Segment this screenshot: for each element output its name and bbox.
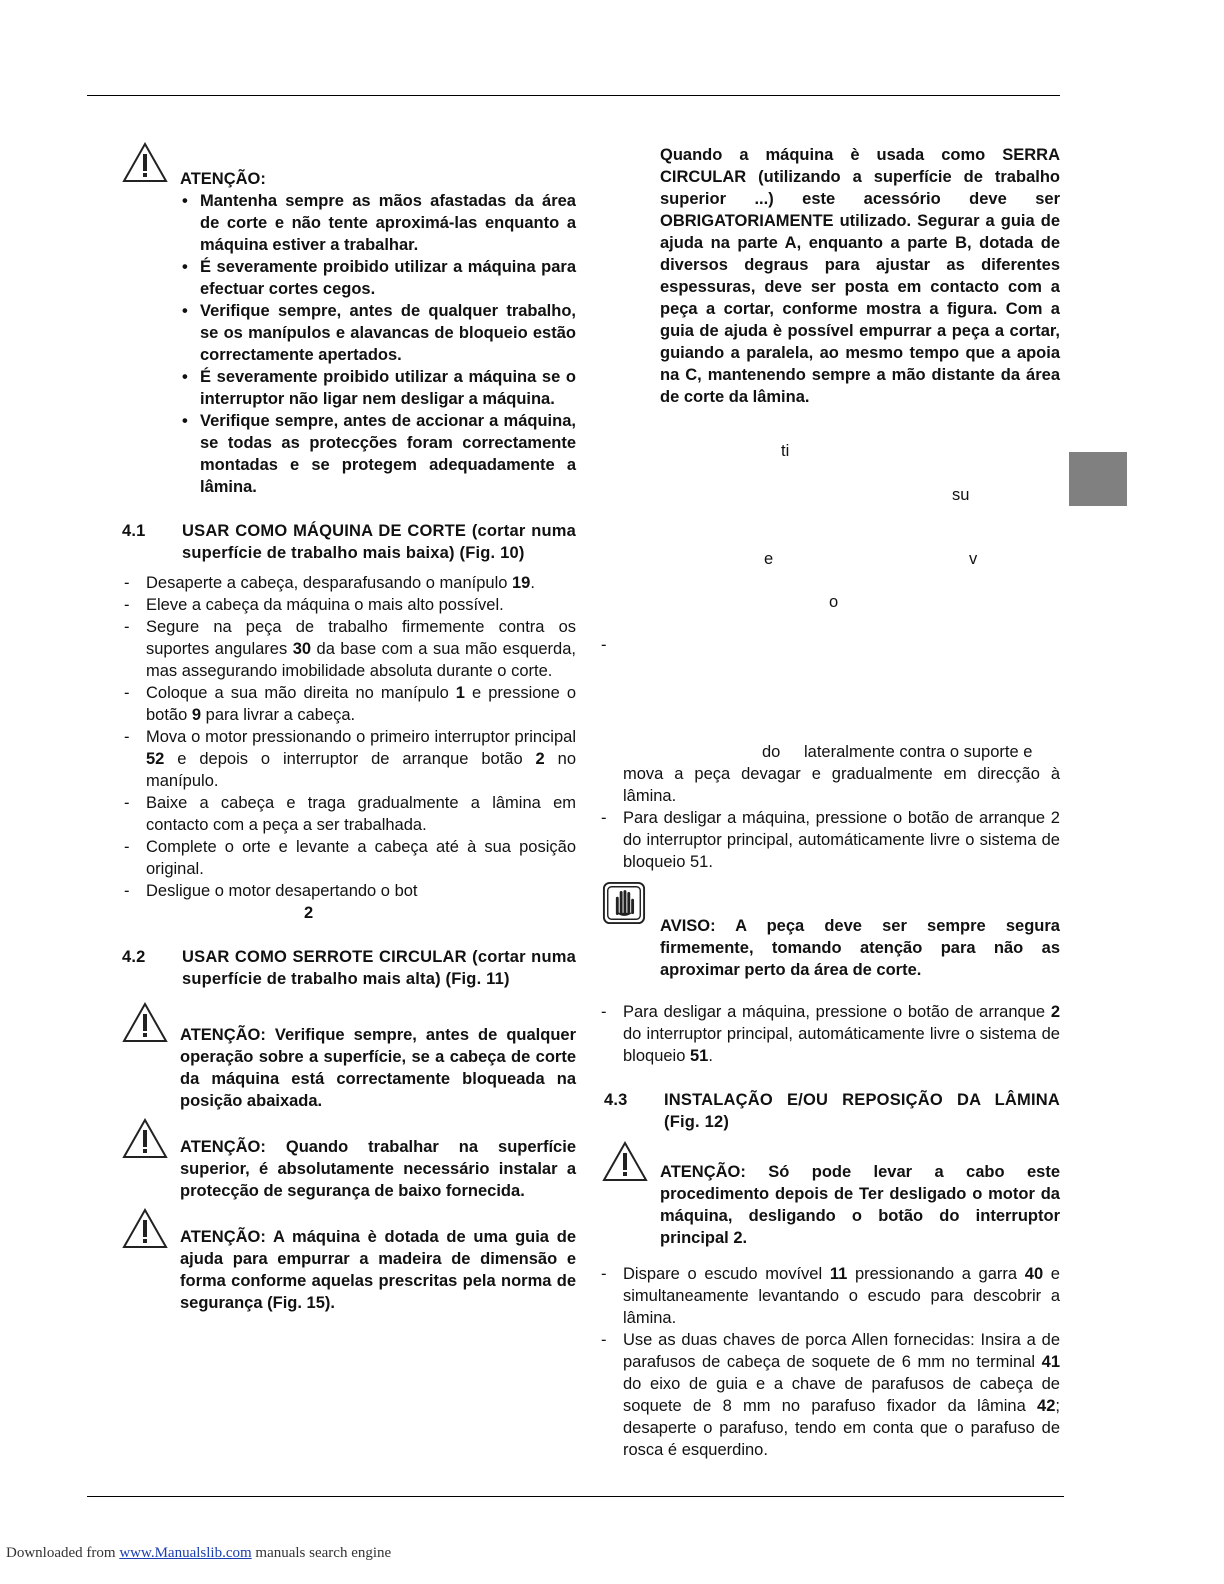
steps-4-1 <box>122 572 576 902</box>
warning-triangle-icon <box>122 1002 168 1044</box>
off-steps-1 <box>623 807 1060 873</box>
text-fragment: do <box>762 743 781 761</box>
guide-intro-text: Quando a máquina è usada como SERRA CIRCULAR (utilizando a superfície de trabalho superior ...) este acessório deve ser OBRIGATORIAMENTE utilizado. Segurar a guia de ajuda na parte A, enquanto a parte B, dotada de diversos degraus para ajustar as diferentes espessuras, deve ser posta em contacto com a peça a cortar, conforme mostra a figura. Com a guia de ajuda è possível empurrar a peça a cortar, guiando a paralela, ao mesmo tempo que a apoia na C, mantenendo sempre a mão distante da área de corte da lâmina. <box>660 146 1060 406</box>
section-4-2-heading <box>122 946 576 990</box>
text-fragment: ti <box>781 442 790 460</box>
text-fragment: o <box>829 593 839 611</box>
warning-triangle-icon <box>122 142 168 184</box>
lateral-rest-text: mova a peça devagar e gradualmente em direcção à lâmina. <box>623 765 1060 805</box>
bullet-item: • É severamente proibido utilizar a máquina para efectuar cortes cegos. <box>200 256 576 300</box>
warning-triangle-icon <box>602 1141 648 1183</box>
warning-5-text: ATENÇÃO: Só pode levar a cabo este procedimento depois de Ter desligado o motor da máquina, desligando o botão do interruptor principal 2. <box>660 1163 1060 1247</box>
text-fragment: - <box>601 636 607 654</box>
step-item: - Use as duas chaves de porca Allen fornecidas: Insira a de parafusos de cabeça de soquete de 6 mm no terminal 41 do eixo de guia e a chave de parafusos de cabeça de soquete de 8 mm no parafuso fixador da lâmina 42; desaperte o parafuso, tendo em conta que o parafuso de rosca é esquerdino. <box>623 1329 1060 1461</box>
step-item: - Segure na peça de trabalho firmemente contra os suportes angulares 30 da base com a sua mão esquerda, mas assegurando imobilidade absoluta durante o corte. <box>146 616 576 682</box>
right-column-lower <box>604 763 1060 1461</box>
warning-4-text: ATENÇÃO: A máquina è dotada de uma guia de ajuda para empurrar a madeira de dimensão e forma conforme aquelas prescritas pela norma de segurança (Fig. 15). <box>180 1228 576 1312</box>
right-intro <box>660 144 1060 408</box>
chapter-tab <box>1069 452 1127 506</box>
footer-prefix: Downloaded from <box>6 1545 120 1561</box>
aviso-text: AVISO: A peça deve ser sempre segura firmemente, tomando atenção para não as aproximar perto da área de corte. <box>660 917 1060 979</box>
footer-suffix: manuals search engine <box>251 1545 392 1561</box>
manualslib-link[interactable]: www.Manualslib.com <box>119 1545 252 1561</box>
left-column <box>122 146 576 1328</box>
step-item: - Para desligar a máquina, pressione o botão de arranque 2 do interruptor principal, automáticamente livre o sistema de bloqueio 51. <box>623 1001 1060 1067</box>
step-item: - Desligue o motor desapertando o bot <box>146 880 576 902</box>
section-title: USAR COMO SERROTE CIRCULAR (cortar numa superfície de trabalho mais alta) (Fig. 11) <box>182 948 576 988</box>
text-fragment: v <box>969 550 978 568</box>
warning-block-4 <box>122 1222 576 1314</box>
warning-2-text: ATENÇÃO: Verifique sempre, antes de qualquer operação sobre a superfície, se a cabeça de corte da máquina está correctamente bloqueada na posição abaixada. <box>180 1026 576 1110</box>
bullet-item: • É severamente proibido utilizar a máquina se o interruptor não ligar nem desligar a máquina. <box>200 366 576 410</box>
hand-stop-icon <box>602 881 646 925</box>
warning-block-1 <box>122 146 576 498</box>
step-item: - Baixe a cabeça e traga gradualmente a lâmina em contacto com a peça a ser trabalhada. <box>146 792 576 836</box>
bullet-item: • Verifique sempre, antes de accionar a máquina, se todas as protecções foram correctamente montadas e se protegem adequadamente a lâmina. <box>200 410 576 498</box>
warning-block-5 <box>602 1155 1060 1249</box>
off-steps-2 <box>623 1001 1060 1067</box>
warning-3-text: ATENÇÃO: Quando trabalhar na superfície superior, é absolutamente necessário instalar a protecção de segurança de baixo fornecida. <box>180 1138 576 1200</box>
download-footer <box>6 1542 391 1564</box>
bullet-item: • Mantenha sempre as mãos afastadas da área de corte e não tente aproximá-las enquanto a máquina estiver a trabalhar. <box>200 190 576 256</box>
step-item: - Coloque a sua mão direita no manípulo 1 e pressione o botão 9 para livrar a cabeça. <box>146 682 576 726</box>
warning-block-3 <box>122 1132 576 1202</box>
warning-triangle-icon <box>122 1118 168 1160</box>
aviso-block <box>602 887 1060 981</box>
text-fragment: e <box>764 550 774 568</box>
section-4-3-heading <box>604 1089 1060 1133</box>
step-item: - Complete o orte e levante a cabeça até à sua posição original. <box>146 836 576 880</box>
step-item: - Desaperte a cabeça, desparafusando o manípulo 19. <box>146 572 576 594</box>
top-rule <box>87 95 1060 96</box>
text-fragment: su <box>952 486 970 504</box>
section-number: 4.3 <box>604 1091 628 1109</box>
step-item: - Para desligar a máquina, pressione o botão de arranque 2 do interruptor principal, automáticamente livre o sistema de bloqueio 51. <box>623 807 1060 873</box>
section-number: 4.1 <box>122 522 146 540</box>
section-number: 4.2 <box>122 948 146 966</box>
section-title: INSTALAÇÃO E/OU REPOSIÇÃO DA LÂMINA (Fig. 12) <box>664 1091 1060 1131</box>
step-item: - Mova o motor pressionando o primeiro interruptor principal 52 e depois o interruptor de arranque botão 2 no manípulo. <box>146 726 576 792</box>
lateral-line: lateralmente contra o suporte e <box>804 743 1033 761</box>
steps-4-3 <box>623 1263 1060 1461</box>
section-title: USAR COMO MÁQUINA DE CORTE (cortar numa superfície de trabalho mais baixa) (Fig. 10) <box>182 522 576 562</box>
bullet-item: • Verifique sempre, antes de qualquer trabalho, se os manípulos e alavancas de bloqueio estão correctamente apertados. <box>200 300 576 366</box>
step-tail: 2 <box>304 904 314 922</box>
warning-1-label: ATENÇÃO: <box>180 170 266 188</box>
step-item: - Dispare o escudo movível 11 pressionando a garra 40 e simultaneamente levantando o escudo para descobrir a lâmina. <box>623 1263 1060 1329</box>
warning-1-bullets <box>180 190 576 498</box>
warning-triangle-icon <box>122 1208 168 1250</box>
step-item: - Eleve a cabeça da máquina o mais alto possível. <box>146 594 576 616</box>
bottom-rule <box>87 1496 1064 1497</box>
warning-block-2 <box>122 1016 576 1112</box>
section-4-1-heading <box>122 520 576 564</box>
